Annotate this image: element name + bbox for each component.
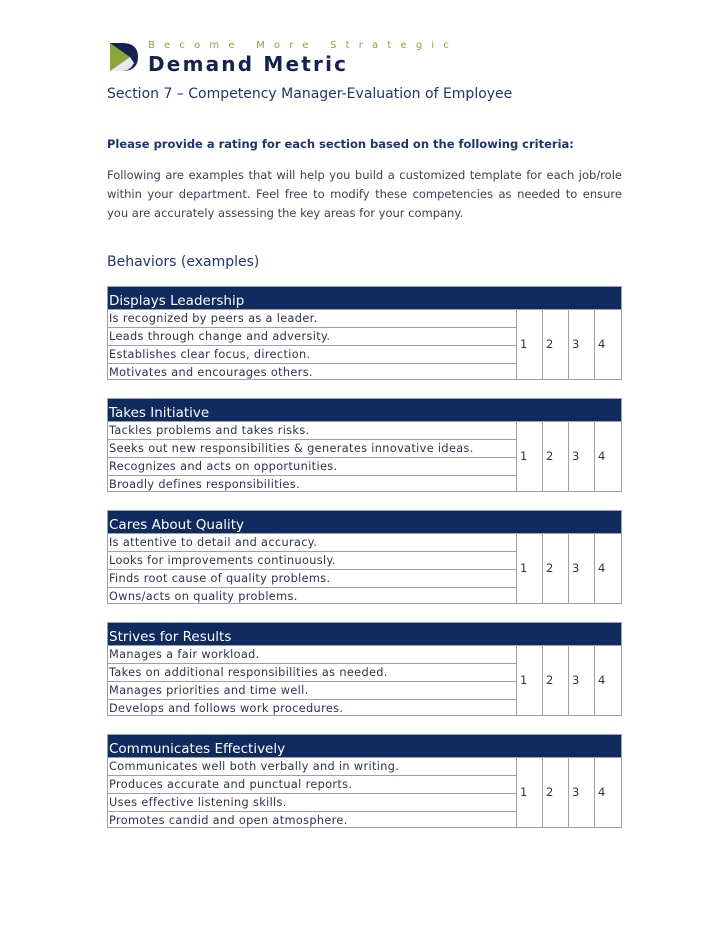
demand-metric-logo-icon bbox=[108, 41, 140, 73]
rating-option[interactable]: 4 bbox=[598, 785, 606, 799]
competency-item: Produces accurate and punctual reports. bbox=[108, 776, 516, 794]
competency-items bbox=[108, 310, 517, 379]
rating-option[interactable]: 3 bbox=[569, 758, 595, 827]
competency-item: Looks for improvements continuously. bbox=[108, 552, 516, 570]
competency-title: Takes Initiative bbox=[107, 398, 622, 422]
rating-option[interactable]: 4 bbox=[598, 449, 606, 463]
competency-item: Recognizes and acts on opportunities. bbox=[108, 458, 516, 476]
competency-item: Develops and follows work procedures. bbox=[109, 702, 344, 715]
criteria-instruction: Please provide a rating for each section based on the following criteria: bbox=[107, 137, 574, 151]
competency-item: Manages a fair workload. bbox=[108, 646, 516, 664]
rating-option[interactable]: 2 bbox=[543, 646, 569, 715]
competency-item: Owns/acts on quality problems. bbox=[109, 590, 298, 603]
rating-option[interactable]: 1 bbox=[517, 758, 543, 827]
competency-body bbox=[107, 758, 622, 828]
rating-option[interactable]: 4 bbox=[598, 337, 606, 351]
competency-body bbox=[107, 310, 622, 380]
competency-table bbox=[107, 398, 622, 492]
competency-item: Uses effective listening skills. bbox=[108, 794, 516, 812]
competency-items bbox=[108, 646, 517, 715]
rating-option[interactable]: 3 bbox=[569, 310, 595, 379]
competency-table bbox=[107, 286, 622, 380]
rating-option[interactable]: 3 bbox=[569, 534, 595, 603]
rating-scale bbox=[517, 646, 621, 715]
competency-item: Leads through change and adversity. bbox=[108, 328, 516, 346]
rating-option[interactable]: 1 bbox=[517, 422, 543, 491]
competency-item: Is attentive to detail and accuracy. bbox=[108, 534, 516, 552]
competency-title: Strives for Results bbox=[107, 622, 622, 646]
logo-tagline: Become More Strategic bbox=[148, 40, 459, 51]
rating-option[interactable]: 2 bbox=[543, 758, 569, 827]
rating-option[interactable]: 2 bbox=[543, 422, 569, 491]
behaviors-heading: Behaviors (examples) bbox=[107, 254, 260, 270]
competency-item: Is recognized by peers as a leader. bbox=[108, 310, 516, 328]
rating-option[interactable]: 4 bbox=[598, 673, 606, 687]
rating-option[interactable]: 3 bbox=[569, 646, 595, 715]
competency-item: Motivates and encourages others. bbox=[109, 366, 313, 379]
competency-items bbox=[108, 534, 517, 603]
competency-title: Displays Leadership bbox=[107, 286, 622, 310]
rating-option[interactable]: 3 bbox=[569, 422, 595, 491]
competency-item: Broadly defines responsibilities. bbox=[109, 478, 301, 491]
competency-item: Manages priorities and time well. bbox=[108, 682, 516, 700]
competency-body bbox=[107, 422, 622, 492]
competency-body bbox=[107, 646, 622, 716]
rating-scale bbox=[517, 422, 621, 491]
demand-metric-logo bbox=[108, 40, 459, 82]
competency-item: Seeks out new responsibilities & generates innovative ideas. bbox=[108, 440, 516, 458]
rating-option[interactable]: 1 bbox=[517, 534, 543, 603]
section-title: Section 7 – Competency Manager-Evaluation of Employee bbox=[107, 86, 513, 102]
rating-scale bbox=[517, 534, 621, 603]
competency-title: Communicates Effectively bbox=[107, 734, 622, 758]
intro-paragraph: Following are examples that will help you build a customized template for each job/role within your department. Feel free to modify these competencies as needed to ensure you are accurately assessing the key areas for your company. bbox=[107, 168, 622, 220]
logo-brand-name: Demand Metric bbox=[148, 52, 349, 76]
rating-option[interactable]: 2 bbox=[543, 310, 569, 379]
competency-table bbox=[107, 734, 622, 828]
competency-item: Communicates well both verbally and in writing. bbox=[108, 758, 516, 776]
competency-item: Takes on additional responsibilities as needed. bbox=[108, 664, 516, 682]
competency-items bbox=[108, 422, 517, 491]
competency-title: Cares About Quality bbox=[107, 510, 622, 534]
competency-item: Tackles problems and takes risks. bbox=[108, 422, 516, 440]
competency-table bbox=[107, 510, 622, 604]
rating-option[interactable]: 1 bbox=[517, 646, 543, 715]
competency-item: Promotes candid and open atmosphere. bbox=[109, 814, 348, 827]
competency-item: Establishes clear focus, direction. bbox=[108, 346, 516, 364]
rating-option[interactable]: 4 bbox=[598, 561, 606, 575]
competency-body bbox=[107, 534, 622, 604]
competency-item: Finds root cause of quality problems. bbox=[108, 570, 516, 588]
rating-scale bbox=[517, 758, 621, 827]
rating-option[interactable]: 1 bbox=[517, 310, 543, 379]
rating-option[interactable]: 2 bbox=[543, 534, 569, 603]
competency-table bbox=[107, 622, 622, 716]
rating-scale bbox=[517, 310, 621, 379]
competency-items bbox=[108, 758, 517, 827]
